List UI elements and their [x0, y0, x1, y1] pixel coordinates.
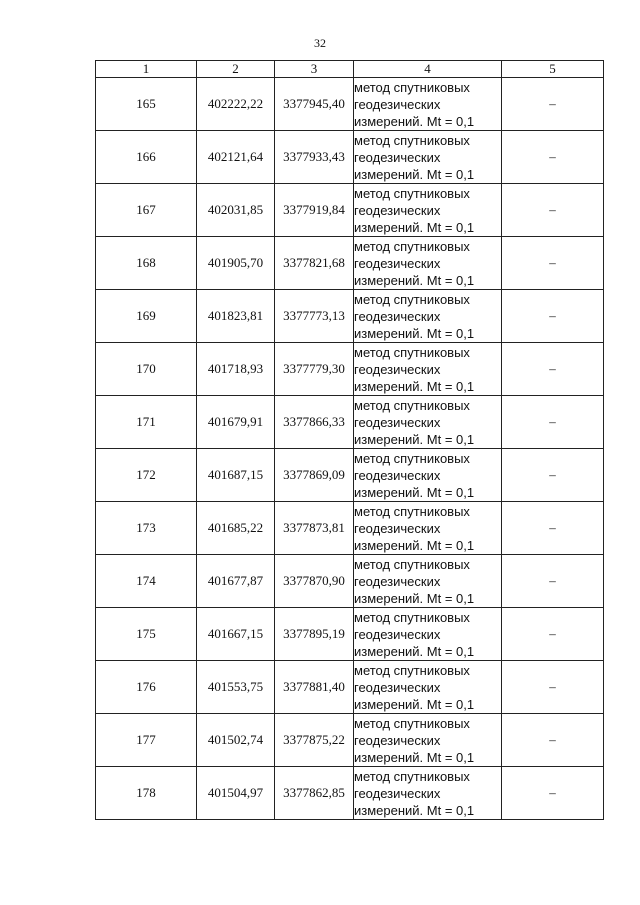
y-coordinate-cell: 3377875,22 — [275, 714, 354, 767]
method-cell — [354, 608, 502, 661]
x-coordinate-cell: 401504,97 — [197, 767, 275, 820]
method-line: метод спутниковых — [354, 609, 470, 625]
note-cell: – — [502, 555, 604, 608]
method-line: измерений. Mt = 0,1 — [354, 484, 475, 500]
point-number-cell: 169 — [96, 290, 197, 343]
table-row — [96, 131, 604, 184]
point-number-cell: 175 — [96, 608, 197, 661]
table-row — [96, 714, 604, 767]
method-cell — [354, 396, 502, 449]
table-row — [96, 767, 604, 820]
point-number-cell: 168 — [96, 237, 197, 290]
method-line: геодезических — [354, 96, 441, 112]
x-coordinate-cell: 401718,93 — [197, 343, 275, 396]
table-row — [96, 555, 604, 608]
method-cell — [354, 237, 502, 290]
method-line: геодезических — [354, 520, 441, 536]
header-col-1: 1 — [96, 61, 197, 78]
y-coordinate-cell: 3377779,30 — [275, 343, 354, 396]
method-line: метод спутниковых — [354, 503, 470, 519]
method-line: измерений. Mt = 0,1 — [354, 378, 475, 394]
coordinates-table — [95, 60, 604, 820]
note-cell: – — [502, 661, 604, 714]
method-line: измерений. Mt = 0,1 — [354, 696, 475, 712]
method-cell — [354, 555, 502, 608]
method-cell — [354, 661, 502, 714]
table-row — [96, 608, 604, 661]
y-coordinate-cell: 3377869,09 — [275, 449, 354, 502]
method-line: геодезических — [354, 732, 441, 748]
y-coordinate-cell: 3377862,85 — [275, 767, 354, 820]
method-line: метод спутниковых — [354, 397, 470, 413]
method-line: измерений. Mt = 0,1 — [354, 113, 475, 129]
method-cell — [354, 767, 502, 820]
point-number-cell: 166 — [96, 131, 197, 184]
header-row — [96, 61, 604, 78]
method-cell — [354, 131, 502, 184]
method-line: геодезических — [354, 785, 441, 801]
header-col-4: 4 — [354, 61, 502, 78]
y-coordinate-cell: 3377881,40 — [275, 661, 354, 714]
method-line: геодезических — [354, 467, 441, 483]
method-cell — [354, 449, 502, 502]
method-line: измерений. Mt = 0,1 — [354, 272, 475, 288]
x-coordinate-cell: 401905,70 — [197, 237, 275, 290]
x-coordinate-cell: 401553,75 — [197, 661, 275, 714]
point-number-cell: 165 — [96, 78, 197, 131]
point-number-cell: 177 — [96, 714, 197, 767]
table-row — [96, 502, 604, 555]
y-coordinate-cell: 3377919,84 — [275, 184, 354, 237]
x-coordinate-cell: 402222,22 — [197, 78, 275, 131]
point-number-cell: 167 — [96, 184, 197, 237]
note-cell: – — [502, 131, 604, 184]
x-coordinate-cell: 401502,74 — [197, 714, 275, 767]
table-header — [96, 61, 604, 78]
x-coordinate-cell: 402031,85 — [197, 184, 275, 237]
method-line: геодезических — [354, 679, 441, 695]
method-line: геодезических — [354, 149, 441, 165]
point-number-cell: 171 — [96, 396, 197, 449]
point-number-cell: 173 — [96, 502, 197, 555]
table-row — [96, 184, 604, 237]
method-line: измерений. Mt = 0,1 — [354, 166, 475, 182]
table-row — [96, 237, 604, 290]
x-coordinate-cell: 401823,81 — [197, 290, 275, 343]
method-cell — [354, 290, 502, 343]
method-line: метод спутниковых — [354, 344, 470, 360]
table-body — [96, 78, 604, 820]
header-col-5: 5 — [502, 61, 604, 78]
note-cell: – — [502, 714, 604, 767]
method-line: измерений. Mt = 0,1 — [354, 537, 475, 553]
method-line: геодезических — [354, 414, 441, 430]
x-coordinate-cell: 402121,64 — [197, 131, 275, 184]
table-row — [96, 290, 604, 343]
page-number: 32 — [314, 36, 326, 50]
method-line: геодезических — [354, 626, 441, 642]
note-cell: – — [502, 184, 604, 237]
x-coordinate-cell: 401685,22 — [197, 502, 275, 555]
method-line: измерений. Mt = 0,1 — [354, 219, 475, 235]
y-coordinate-cell: 3377945,40 — [275, 78, 354, 131]
header-col-2: 2 — [197, 61, 275, 78]
x-coordinate-cell: 401667,15 — [197, 608, 275, 661]
y-coordinate-cell: 3377866,33 — [275, 396, 354, 449]
method-line: измерений. Mt = 0,1 — [354, 643, 475, 659]
method-line: измерений. Mt = 0,1 — [354, 325, 475, 341]
note-cell: – — [502, 78, 604, 131]
method-line: метод спутниковых — [354, 79, 470, 95]
x-coordinate-cell: 401679,91 — [197, 396, 275, 449]
method-line: метод спутниковых — [354, 238, 470, 254]
method-cell — [354, 714, 502, 767]
point-number-cell: 178 — [96, 767, 197, 820]
method-line: измерений. Mt = 0,1 — [354, 749, 475, 765]
point-number-cell: 172 — [96, 449, 197, 502]
point-number-cell: 176 — [96, 661, 197, 714]
header-col-3: 3 — [275, 61, 354, 78]
y-coordinate-cell: 3377821,68 — [275, 237, 354, 290]
method-cell — [354, 184, 502, 237]
x-coordinate-cell: 401687,15 — [197, 449, 275, 502]
method-line: геодезических — [354, 255, 441, 271]
method-line: метод спутниковых — [354, 132, 470, 148]
table-row — [96, 78, 604, 131]
point-number-cell: 174 — [96, 555, 197, 608]
method-cell — [354, 343, 502, 396]
method-cell — [354, 502, 502, 555]
note-cell: – — [502, 396, 604, 449]
note-cell: – — [502, 502, 604, 555]
note-cell: – — [502, 449, 604, 502]
note-cell: – — [502, 290, 604, 343]
method-line: измерений. Mt = 0,1 — [354, 431, 475, 447]
note-cell: – — [502, 767, 604, 820]
method-line: метод спутниковых — [354, 185, 470, 201]
point-number-cell: 170 — [96, 343, 197, 396]
table-row — [96, 449, 604, 502]
method-line: измерений. Mt = 0,1 — [354, 802, 475, 818]
note-cell: – — [502, 608, 604, 661]
method-cell — [354, 78, 502, 131]
method-line: метод спутниковых — [354, 556, 470, 572]
note-cell: – — [502, 343, 604, 396]
y-coordinate-cell: 3377933,43 — [275, 131, 354, 184]
x-coordinate-cell: 401677,87 — [197, 555, 275, 608]
method-line: метод спутниковых — [354, 662, 470, 678]
y-coordinate-cell: 3377873,81 — [275, 502, 354, 555]
method-line: геодезических — [354, 202, 441, 218]
table-row — [96, 661, 604, 714]
method-line: метод спутниковых — [354, 768, 470, 784]
method-line: метод спутниковых — [354, 450, 470, 466]
method-line: метод спутниковых — [354, 715, 470, 731]
method-line: геодезических — [354, 573, 441, 589]
method-line: метод спутниковых — [354, 291, 470, 307]
y-coordinate-cell: 3377895,19 — [275, 608, 354, 661]
y-coordinate-cell: 3377870,90 — [275, 555, 354, 608]
method-line: геодезических — [354, 361, 441, 377]
table-row — [96, 396, 604, 449]
method-line: геодезических — [354, 308, 441, 324]
table-row — [96, 343, 604, 396]
note-cell: – — [502, 237, 604, 290]
y-coordinate-cell: 3377773,13 — [275, 290, 354, 343]
method-line: измерений. Mt = 0,1 — [354, 590, 475, 606]
